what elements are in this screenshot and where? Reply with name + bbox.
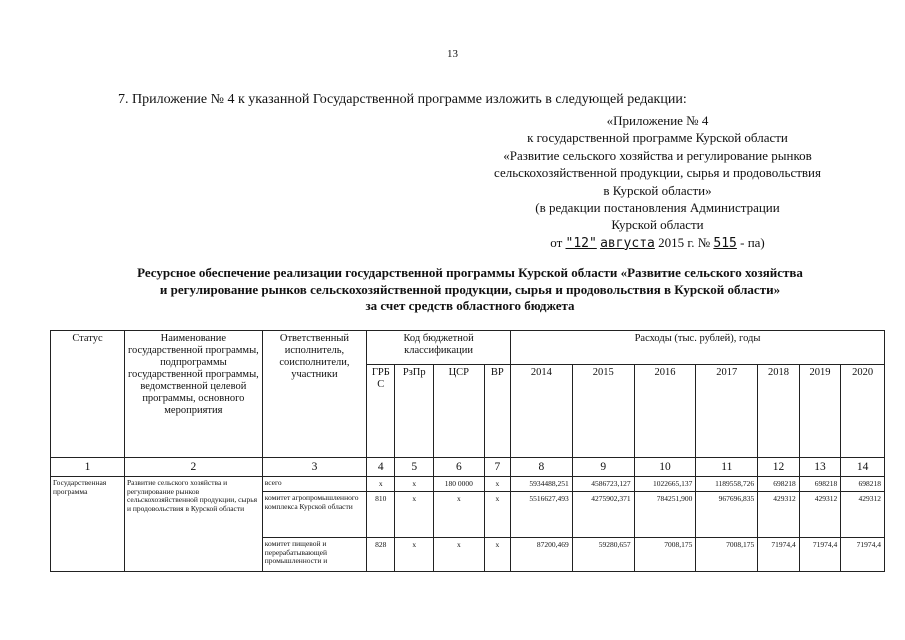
rzpr-cell: x [395, 538, 434, 572]
decree-number: 515 [713, 235, 737, 251]
intro-paragraph: 7. Приложение № 4 к указанной Государственной программе изложить в следующей редакции: [118, 92, 687, 107]
appendix-line-2: к государственной программе Курской области [527, 130, 788, 146]
value-cell: 4275902,371 [572, 492, 634, 538]
header-grbs: ГРБ С [367, 365, 395, 458]
date-year: 2015 г. № [658, 234, 711, 250]
header-executor: Ответственный исполнитель, соисполнители, участники [262, 331, 366, 458]
column-number: 9 [572, 458, 634, 477]
header-name: Наименование государственной программы, подпрограммы государственной программы, ведомственной целевой программы, основного мероприятия [124, 331, 262, 458]
appendix-date-line [440, 234, 875, 252]
header-rzpr: РзПр [395, 365, 434, 458]
value-cell: 967696,835 [696, 492, 758, 538]
program-name-cell: Развитие сельского хозяйства и регулирование рынков сельскохозяйственной продукции, сырья и продовольствия в Курской области [124, 477, 262, 572]
appendix-line-5: в Курской области» [603, 182, 712, 198]
appendix-line-7: Курской области [611, 217, 704, 233]
header-status: Статус [51, 331, 125, 458]
vr-cell: x [484, 477, 510, 492]
status-cell: Государственная программа [51, 477, 125, 572]
header-vr: ВР [484, 365, 510, 458]
value-cell: 71974,4 [758, 538, 800, 572]
date-day: "12" [565, 235, 597, 251]
date-prefix: от [550, 234, 563, 250]
date-month: августа [600, 235, 655, 251]
value-cell: 1022665,137 [634, 477, 696, 492]
column-number: 5 [395, 458, 434, 477]
csr-cell: x [433, 492, 484, 538]
value-cell: 87200,469 [511, 538, 573, 572]
value-cell: 784251,900 [634, 492, 696, 538]
header-year: 2019 [799, 365, 841, 458]
vr-cell: x [484, 538, 510, 572]
column-number: 2 [124, 458, 262, 477]
column-number-row [51, 458, 885, 477]
column-number: 13 [799, 458, 841, 477]
executor-cell: комитет пищевой и перерабатывающей промышленности и [262, 538, 366, 572]
header-year: 2020 [841, 365, 885, 458]
value-cell: 1189558,726 [696, 477, 758, 492]
header-year: 2016 [634, 365, 696, 458]
resource-table [50, 330, 885, 572]
column-number: 10 [634, 458, 696, 477]
header-year: 2017 [696, 365, 758, 458]
table-row [51, 477, 885, 492]
grbs-cell: 810 [367, 492, 395, 538]
table-title [70, 265, 870, 315]
executor-cell: всего [262, 477, 366, 492]
value-cell: 698218 [841, 477, 885, 492]
header-budget-code: Код бюджетной классификации [367, 331, 511, 365]
title-line-2: и регулирование рынков сельскохозяйственной продукции, сырья и продовольствия в Курской области» [159, 281, 781, 297]
column-number: 1 [51, 458, 125, 477]
rzpr-cell: x [395, 477, 434, 492]
appendix-line-6: (в редакции постановления Администрации [535, 200, 780, 216]
column-number: 8 [511, 458, 573, 477]
csr-cell: 180 0000 [433, 477, 484, 492]
appendix-block [440, 112, 875, 252]
header-year: 2014 [511, 365, 573, 458]
value-cell: 7008,175 [634, 538, 696, 572]
value-cell: 698218 [758, 477, 800, 492]
column-number: 14 [841, 458, 885, 477]
column-number: 4 [367, 458, 395, 477]
column-number: 3 [262, 458, 366, 477]
rzpr-cell: x [395, 492, 434, 538]
column-number: 11 [696, 458, 758, 477]
vr-cell: x [484, 492, 510, 538]
value-cell: 429312 [841, 492, 885, 538]
value-cell: 59280,657 [572, 538, 634, 572]
date-suffix: - па) [740, 234, 765, 250]
value-cell: 71974,4 [841, 538, 885, 572]
appendix-line-4: сельскохозяйственной продукции, сырья и продовольствия [494, 165, 821, 181]
executor-cell: комитет агропромышленного комплекса Курской области [262, 492, 366, 538]
header-year: 2018 [758, 365, 800, 458]
csr-cell: x [433, 538, 484, 572]
header-expenses: Расходы (тыс. рублей), годы [511, 331, 885, 365]
page-number: 13 [447, 48, 458, 60]
appendix-line-3: «Развитие сельского хозяйства и регулирование рынков [503, 147, 812, 163]
grbs-cell: x [367, 477, 395, 492]
header-year: 2015 [572, 365, 634, 458]
value-cell: 429312 [758, 492, 800, 538]
value-cell: 5934488,251 [511, 477, 573, 492]
value-cell: 7008,175 [696, 538, 758, 572]
header-csr: ЦСР [433, 365, 484, 458]
value-cell: 4586723,127 [572, 477, 634, 492]
value-cell: 429312 [799, 492, 841, 538]
value-cell: 698218 [799, 477, 841, 492]
title-line-1: Ресурсное обеспечение реализации государственной программы Курской области «Развитие сельского хозяйства [137, 265, 803, 280]
value-cell: 71974,4 [799, 538, 841, 572]
grbs-cell: 828 [367, 538, 395, 572]
value-cell: 5516627,493 [511, 492, 573, 538]
column-number: 7 [484, 458, 510, 477]
appendix-line-1: «Приложение № 4 [606, 113, 709, 128]
column-number: 6 [433, 458, 484, 477]
title-line-3: за счет средств областного бюджета [365, 298, 575, 313]
column-number: 12 [758, 458, 800, 477]
